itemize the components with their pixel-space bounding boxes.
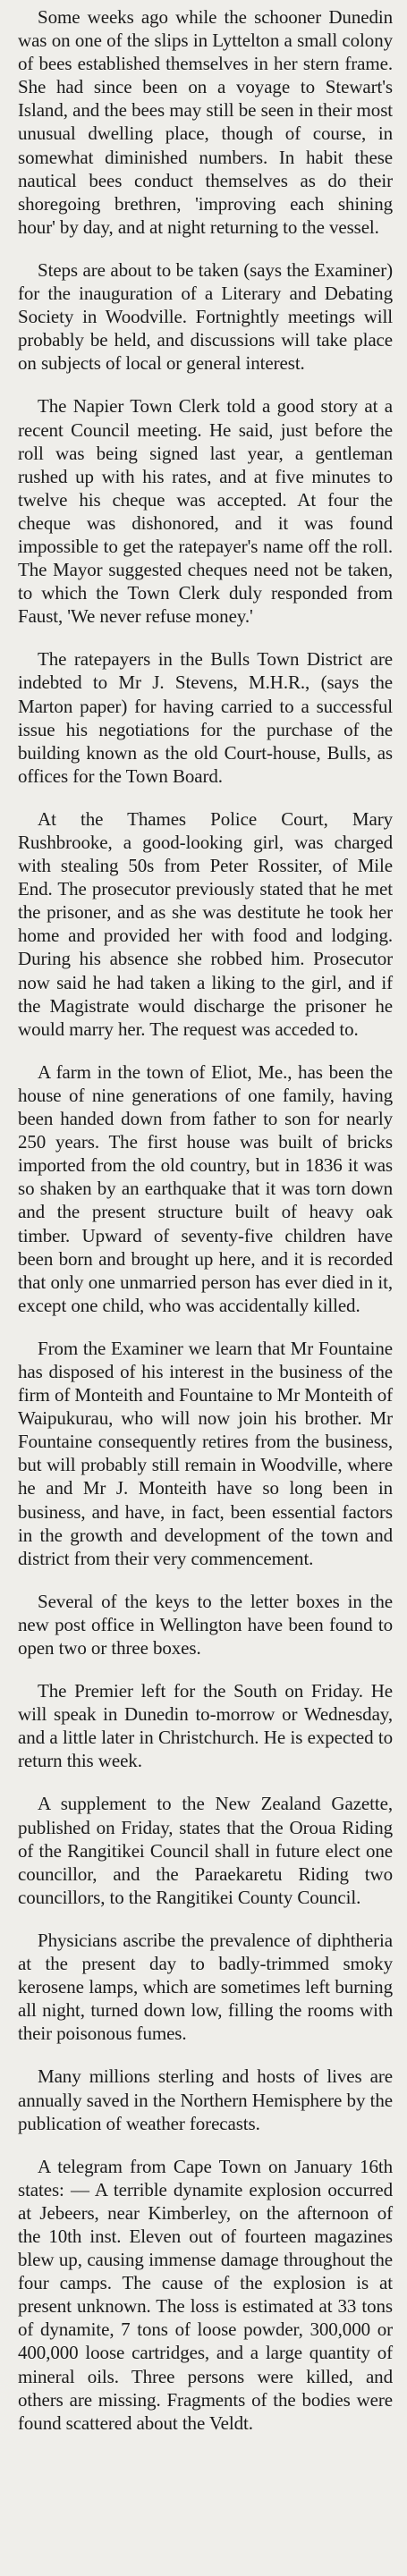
news-item-fountaine-business: From the Examiner we learn that Mr Fountaine has disposed of his interest in the business of the firm of Monteith and Fountaine to Mr Monteith of Waipukurau, who will now join his brother. Mr Fountaine consequently retires from the business, but will probably still remain in Woodville, where he and Mr J. Monteith have so long been in business, and have, in fact, been essential factors in the growth and development of the town and district from their very commencement. (18, 1337, 393, 1569)
news-item-eliot-farm: A farm in the town of Eliot, Me., has been the house of nine generations of one family, having been handed down from father to son for nearly 250 years. The first house was built of bricks imported from the old country, but in 1836 it was so shaken by an earthquake that it was torn down and the present structure built of heavy oak timber. Upward of seventy-five children have been born and brought up here, and it is recorded that only one unmarried person has ever died in it, except one child, who was accidentally killed. (18, 1060, 393, 1316)
news-item-gazette-supplement: A supplement to the New Zealand Gazette, published on Friday, states that the Oroua Riding of the Rangitikei Council shall in future elect one councillor, and the Paraekaretu Riding two councillors, to the Rangitikei County Council. (18, 1793, 393, 1908)
news-item-diphtheria: Physicians ascribe the prevalence of diphtheria at the present day to badly-trimmed smoky kerosene lamps, which are sometimes left burning all night, turned down low, filling the rooms with their poisonous fumes. (18, 1929, 393, 2045)
news-item-bees: Some weeks ago while the schooner Dunedin was on one of the slips in Lyttelton a small colony of bees established themselves in her stern frame. She had since been on a voyage to Stewart's Island, and the bees may still be seen in their most unusual dwelling place, though of course, in somewhat diminished numbers. In habit these nautical bees conduct themselves as do their shoregoing brethren, 'improving each shining hour' by day, and at night returning to the vessel. (18, 6, 393, 238)
news-item-bulls-town-district: The ratepayers in the Bulls Town District are indebted to Mr J. Stevens, M.H.R., (says the Marton paper) for having carried to a successful issue his negotiations for the purchase of the building known as the old Court-house, Bulls, as offices for the Town Board. (18, 648, 393, 787)
news-item-napier-town-clerk: The Napier Town Clerk told a good story at a recent Council meeting. He said, just before the roll was being signed last year, a gentleman rushed up with his rates, and at five minutes to twelve his cheque was accepted. At four the cheque was dishonored, and it was found impossible to get the ratepayer's name off the roll. The Mayor suggested cheques need not be taken, to which the Town Clerk duly responded from Faust, 'We never refuse money.' (18, 395, 393, 628)
news-item-dynamite-explosion: A telegram from Cape Town on January 16th states: — A terrible dynamite explosion occurred at Jebeers, near Kimberley, on the afternoon of the 10th inst. Eleven out of fourteen magazines blew up, causing immense damage throughout the four camps. The cause of the explosion is at present unknown. The loss is estimated at 33 tons of dynamite, 7 tons of loose powder, 300,000 or 400,000 loose cartridges, and a large quantity of mineral oils. Three persons were killed, and others are missing. Fragments of the bodies were found scattered about the Veldt. (18, 2155, 393, 2434)
news-item-debating-society: Steps are about to be taken (says the Examiner) for the inauguration of a Literary and Debating Society in Woodville. Fortnightly meetings will probably be held, and discussions will take place on subjects of local or general interest. (18, 258, 393, 375)
news-item-premier: The Premier left for the South on Friday. He will speak in Dunedin to-morrow or Wednesday, and a little later in Christchurch. He is expected to return this week. (18, 1680, 393, 1772)
news-item-weather-forecasts: Many millions sterling and hosts of lives are annually saved in the Northern Hemisphere by the publication of weather forecasts. (18, 2065, 393, 2134)
news-item-letter-boxes: Several of the keys to the letter boxes in the new post office in Wellington have been found to open two or three boxes. (18, 1590, 393, 1659)
news-item-thames-police-court: At the Thames Police Court, Mary Rushbrooke, a good-looking girl, was charged with stealing 50s from Peter Rossiter, of Mile End. The prosecutor previously stated that he met the prisoner, and as she was destitute he took her home and provided her with food and lodging. During his absence she robbed him. Prosecutor now said he had taken a liking to the girl, and if the Magistrate would discharge the prisoner he would marry her. The request was acceded to. (18, 807, 393, 1040)
